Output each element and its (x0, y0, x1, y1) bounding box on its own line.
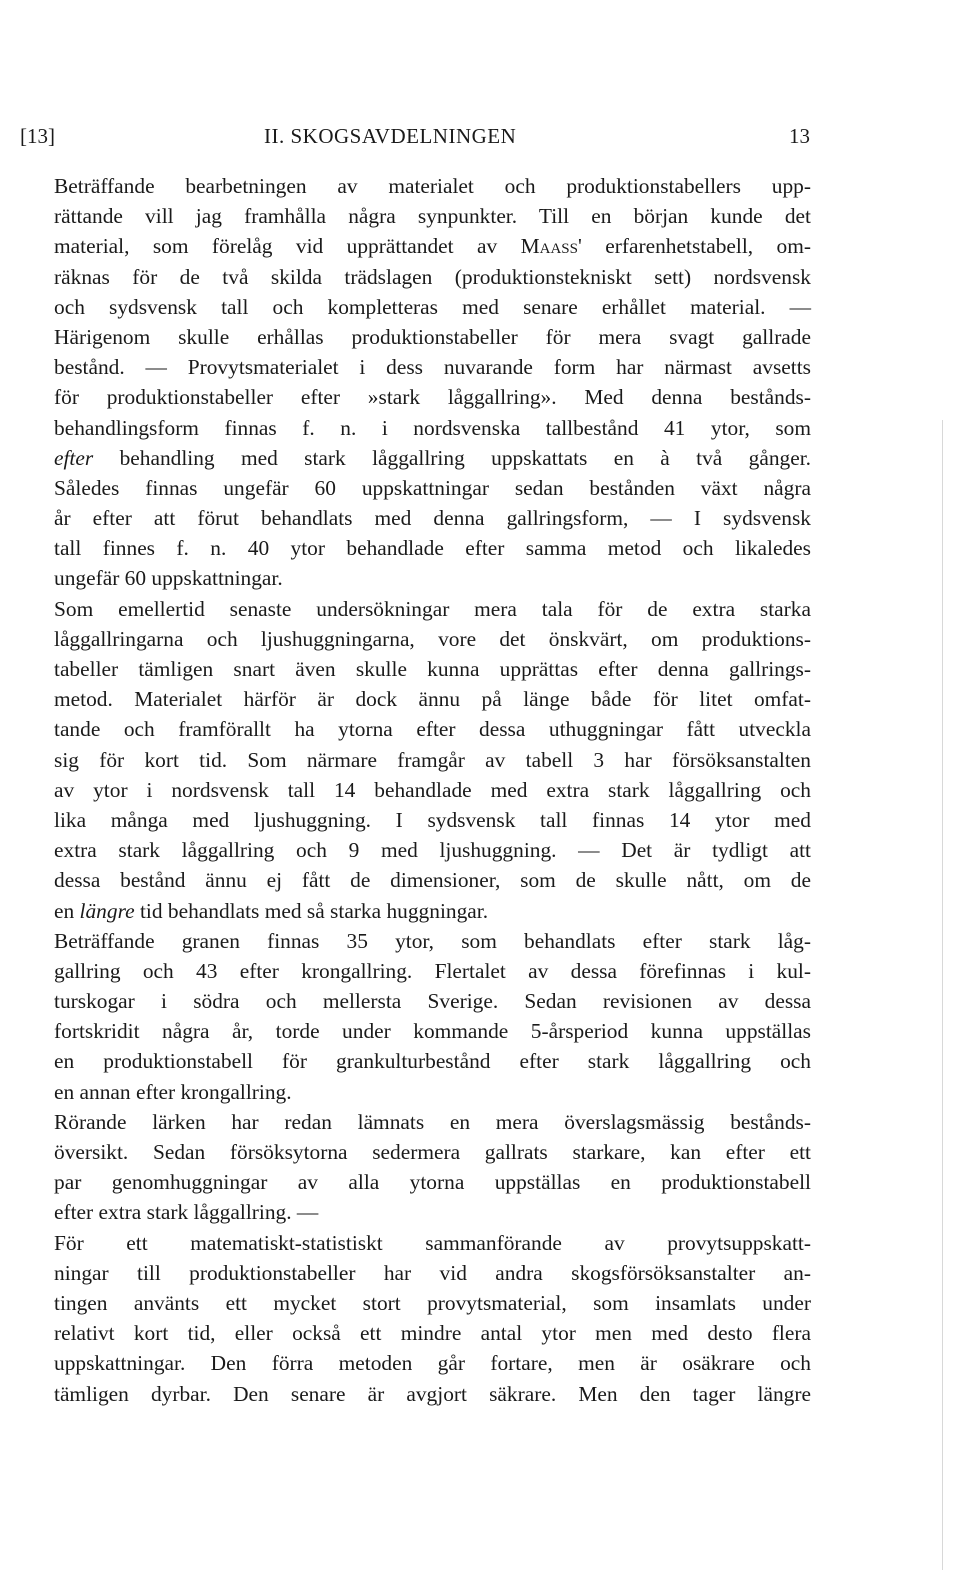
text-run: av ytor i nordsvensk tall 14 behandlade med extra stark låggallring och (54, 777, 811, 802)
text-line (54, 805, 811, 835)
text-run: bestånd. — Provytsmaterialet i dess nuvarande form har närmast avsetts (54, 355, 811, 380)
text-line (54, 865, 811, 895)
text-run: lika många med ljushuggning. I sydsvensk tall finnas 14 ytor med (54, 807, 811, 832)
text-run: fortskridit några år, torde under kommande 5-årsperiod kunna uppställas (54, 1019, 811, 1044)
text-run: gallring och 43 efter krongallring. Flertalet av dessa förefinnas i kul- (54, 958, 811, 983)
text-line (54, 1107, 811, 1137)
text-run: Beträffande bearbetningen av materialet och produktionstabellers upp- (54, 174, 811, 198)
text-line (54, 1016, 811, 1046)
section-title: II. SKOGSAVDELNINGEN (264, 124, 517, 148)
text-line (54, 1167, 811, 1197)
text-line (54, 413, 811, 443)
body-text (54, 171, 811, 1409)
text-line (54, 1228, 811, 1258)
text-run: Som emellertid senaste undersökningar mera tala för de extra starka (54, 596, 811, 621)
text-run: ningar till produktionstabeller har vid andra skogsförsöksanstalter an- (54, 1260, 811, 1285)
text-line (54, 986, 811, 1016)
text-run: låggallringarna och ljushuggningarna, vore det önskvärt, om produktions- (54, 626, 811, 651)
text-line (54, 231, 811, 261)
text-line (54, 352, 811, 382)
text-run: Beträffande granen finnas 35 ytor, som behandlats efter stark låg- (54, 928, 811, 953)
text-line (54, 1258, 811, 1288)
text-line (54, 835, 811, 865)
text-run: en produktionstabell för grankulturbestånd efter stark låggallring och (54, 1049, 811, 1074)
text-line (54, 896, 811, 926)
text-run: material, som förelåg vid upprättandet av (54, 234, 521, 259)
text-run: tämligen dyrbar. Den senare är avgjort säkrare. Men den tager längre (54, 1381, 811, 1406)
text-line (54, 292, 811, 322)
text-line (54, 745, 811, 775)
small-caps-name: Maass (520, 234, 578, 259)
text-line (54, 322, 811, 352)
text-line (54, 926, 811, 956)
text-run: extra stark låggallring och 9 med ljushuggning. — Det är tydligt att (54, 838, 811, 863)
text-line (54, 382, 811, 412)
text-line (54, 1318, 811, 1348)
text-run: Härigenom skulle erhållas produktionstabeller för mera svagt gallrade (54, 324, 811, 349)
text-line (54, 654, 811, 684)
text-run: räknas för de två skilda trädslagen (produktionstekniskt sett) nordsvensk (54, 264, 811, 289)
page-header (20, 124, 810, 156)
text-line (54, 1137, 811, 1167)
text-run: Således finnas ungefär 60 uppskattningar sedan bestånden växt några (54, 475, 811, 500)
text-run: sig för kort tid. Som närmare framgår av tabell 3 har försöksanstalten (54, 747, 811, 772)
text-line (54, 563, 811, 593)
text-run: år efter att förut behandlats med denna gallringsform, — I sydsvensk (54, 506, 811, 531)
text-run: uppskattningar. Den förra metoden går fortare, men är osäkrare och (54, 1351, 811, 1376)
text-line (54, 1077, 811, 1107)
text-run: turskogar i södra och mellersta Sverige. Sedan revisionen av dessa (54, 989, 811, 1014)
text-run: en (54, 898, 80, 923)
text-line (54, 714, 811, 744)
text-run: behandling med stark låggallring uppskattats en à två gånger. (93, 445, 811, 470)
text-run: metod. Materialet härför är dock ännu på länge både för litet omfat- (54, 687, 811, 712)
text-line (54, 684, 811, 714)
text-run: tabeller tämligen snart även skulle kunna upprättas efter denna gallrings- (54, 657, 811, 681)
text-run: och sydsvensk tall och kompletteras med senare erhållet material. — (54, 294, 811, 319)
text-line (54, 1197, 811, 1227)
text-run: en annan efter krongallring. (54, 1079, 292, 1104)
text-line (54, 473, 811, 503)
text-run: översikt. Sedan försöksytorna sedermera gallrats starkare, kan efter ett (54, 1140, 811, 1164)
text-line (54, 533, 811, 563)
text-run: par genomhuggningar av alla ytorna uppställas en produktionstabell (54, 1170, 811, 1195)
text-line (54, 443, 811, 473)
text-run: ungefär 60 uppskattningar. (54, 566, 283, 591)
text-run: För ett matematiskt-statistiskt sammanförande av provytsuppskatt- (54, 1230, 811, 1255)
text-run: tid behandlats med så starka huggningar. (134, 898, 489, 923)
text-line (54, 1288, 811, 1318)
text-run: rättande vill jag framhålla några synpunkter. Till en början kunde det (54, 204, 811, 229)
page-reference: [13] (20, 124, 55, 148)
text-line (54, 1046, 811, 1076)
text-line (54, 503, 811, 533)
text-line (54, 171, 811, 201)
text-run: efter extra stark låggallring. — (54, 1200, 319, 1225)
text-line (54, 1379, 811, 1409)
text-run: Rörande lärken har redan lämnats en mera överslagsmässig bestånds- (54, 1109, 811, 1134)
text-run: dessa bestånd ännu ej fått de dimensioner, som de skulle nått, om de (54, 868, 811, 893)
text-line (54, 1348, 811, 1378)
text-run: ' erfarenhetstabell, om- (577, 234, 812, 259)
italic-word: efter (54, 445, 94, 470)
text-run: tingen använts ett mycket stort provytsmaterial, som insamlats under (54, 1290, 811, 1315)
text-line (54, 262, 811, 292)
text-run: tall finnes f. n. 40 ytor behandlade efter samma metod och likaledes (54, 536, 811, 561)
italic-word: längre (79, 898, 135, 923)
text-run: för produktionstabeller efter »stark låggallring». Med denna bestånds- (54, 385, 811, 410)
text-run: tande och framförallt ha ytorna efter dessa uthuggningar fått utveckla (54, 717, 811, 742)
text-line (54, 201, 811, 231)
text-line (54, 775, 811, 805)
page-number: 13 (789, 124, 810, 148)
text-line (54, 956, 811, 986)
text-line (54, 594, 811, 624)
text-run: relativt kort tid, eller också ett mindre antal ytor men med desto flera (54, 1321, 811, 1346)
text-line (54, 624, 811, 654)
text-run: behandlingsform finnas f. n. i nordsvenska tallbestånd 41 ytor, som (54, 415, 811, 440)
page-edge-line (942, 420, 943, 1570)
